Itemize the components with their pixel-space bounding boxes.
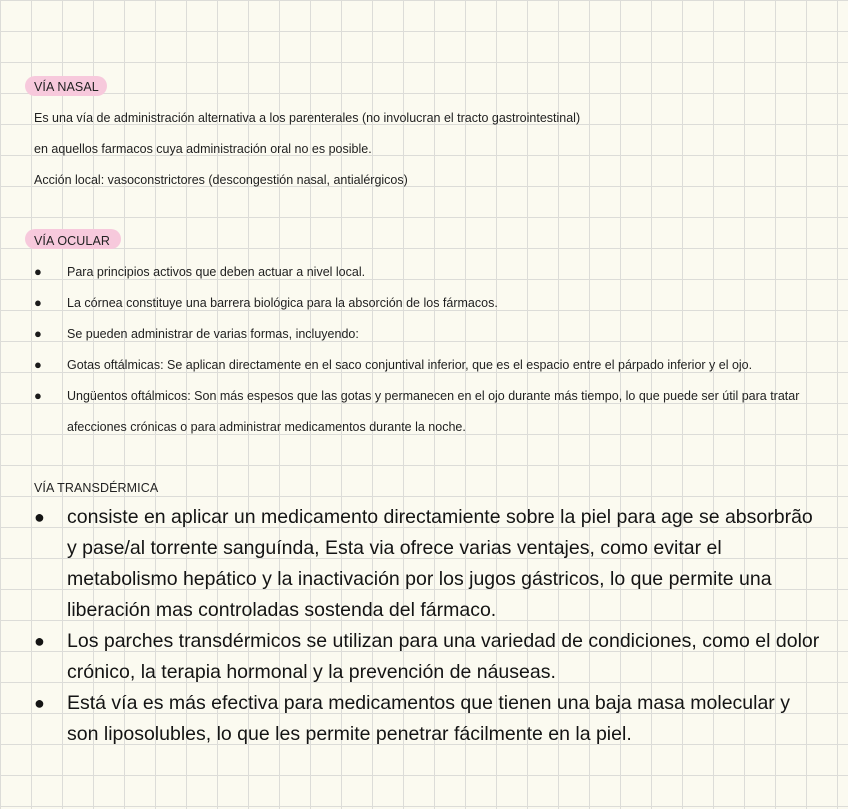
bullet-icon: ● [34, 693, 45, 713]
ocular-item-text: Para principios activos que deben actuar a nivel local. [67, 265, 366, 279]
nasal-heading: VÍA NASAL [34, 80, 99, 94]
nasal-line-1: Es una vía de administración alternativa a los parenterales (no involucran el tracto gastrointestinal) [34, 111, 581, 125]
bullet-icon: ● [34, 631, 45, 651]
ocular-item-text: Se pueden administrar de varias formas, incluyendo: [67, 327, 359, 341]
transdermica-item-text: consiste en aplicar un medicamento directamiente sobre la piel para age se absorbrão y pase/al torrente sanguínda, Esta via ofrece varias ventajes, como evitar el metabolismo hepático y la inactivación por los jugos gástricos, lo que permite una liberación mas controladas sostenda del fármaco. [67, 506, 813, 621]
bullet-icon: ● [34, 357, 42, 372]
nasal-line-2: en aquellos farmacos cuya administración oral no es posible. [34, 142, 372, 156]
bullet-icon: ● [34, 264, 42, 279]
nasal-line-3: Acción local: vasoconstrictores (descongestión nasal, antialérgicos) [34, 173, 408, 187]
transdermica-item-text: Está vía es más efectiva para medicamentos que tienen una baja masa molecular y son liposolubles, lo que les permite penetrar fácilmente en la piel. [67, 692, 790, 745]
bullet-icon: ● [34, 295, 42, 310]
ocular-item-text: Gotas oftálmicas: Se aplican directamente en el saco conjuntival inferior, que es el espacio entre el párpado inferior y el ojo. [67, 358, 753, 372]
bullet-icon: ● [34, 326, 42, 341]
bullet-icon: ● [34, 388, 42, 403]
ocular-item-text: Ungüentos oftálmicos: Son más espesos que las gotas y permanecen en el ojo durante más tiempo, lo que puede ser útil para tratar [67, 389, 800, 403]
transdermica-heading: VÍA TRANSDÉRMICA [34, 481, 159, 495]
ocular-item-text: La córnea constituye una barrera biológica para la absorción de los fármacos. [67, 296, 498, 310]
transdermica-item-2 [34, 626, 824, 688]
transdermica-item-3 [34, 688, 824, 750]
bullet-icon: ● [34, 507, 45, 527]
ocular-item-text: afecciones crónicas o para administrar medicamentos durante la noche. [67, 420, 466, 434]
transdermica-item-text: Los parches transdérmicos se utilizan para una variedad de condiciones, como el dolor crónico, la terapia hormonal y la prevención de náuseas. [67, 630, 820, 683]
transdermica-item-1 [34, 502, 824, 626]
ocular-heading: VÍA OCULAR [34, 234, 111, 248]
transdermica-list [34, 502, 824, 750]
